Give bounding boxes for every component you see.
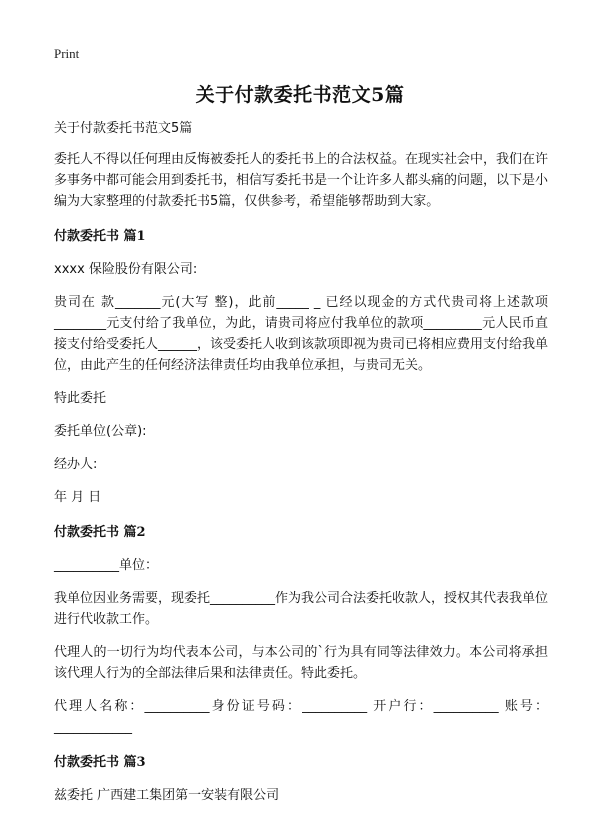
- section2-unit-line: __________单位：: [54, 558, 159, 573]
- section1-heading: 付款委托书 篇1: [54, 229, 146, 244]
- section1-addressee: xxxx 保险股份有限公司:: [54, 262, 198, 277]
- section1-closing: 特此委托: [54, 391, 107, 406]
- section1-body: 贵司在 款_______元(大写 整)，此前_____ _ 已经以现金的方式代贵司将上述款项________元支付给了我单位，为此，请贵司将应付我单位的款项_________元人民币直接支付给受委托人______，该受委托人收到该款项即视为贵司已将相应费用支付给我单位，由此产生的任何经济法律责任均由我单位承担，与贵司无关。: [54, 295, 549, 373]
- section1-handler: 经办人:: [54, 457, 98, 472]
- section3-body: 兹委托 广西建工集团第一安装有限公司: [54, 788, 280, 803]
- document-subtitle: 关于付款委托书范文5篇: [54, 121, 193, 136]
- document-title: 关于付款委托书范文5篇: [195, 84, 405, 106]
- section2-fields: 代理人名称：__________身份证号码：__________ 开户行：__________ 账号：____________: [54, 699, 548, 735]
- section2-heading: 付款委托书 篇2: [54, 525, 146, 540]
- print-link[interactable]: Print: [54, 46, 80, 61]
- section1-unit: 委托单位(公章):: [54, 424, 147, 439]
- section3-heading: 付款委托书 篇3: [54, 755, 146, 770]
- intro-paragraph: 委托人不得以任何理由反悔被委托人的委托书上的合法权益。在现实社会中，我们在许多事务中都可能会用到委托书，相信写委托书是一个让许多人都头痛的问题，以下是小编为大家整理的付款委托书5篇，仅供参考，希望能够帮助到大家。: [54, 152, 549, 209]
- section2-body2: 代理人的一切行为均代表本公司，与本公司的`行为具有同等法律效力。本公司将承担该代理人行为的全部法律后果和法律责任。特此委托。: [54, 645, 548, 681]
- section1-date: 年 月 日: [54, 490, 102, 505]
- section2-body1: 我单位因业务需要，现委托__________作为我公司合法委托收款人，授权其代表我单位进行代收款工作。: [54, 591, 549, 627]
- document-body: [54, 118, 548, 806]
